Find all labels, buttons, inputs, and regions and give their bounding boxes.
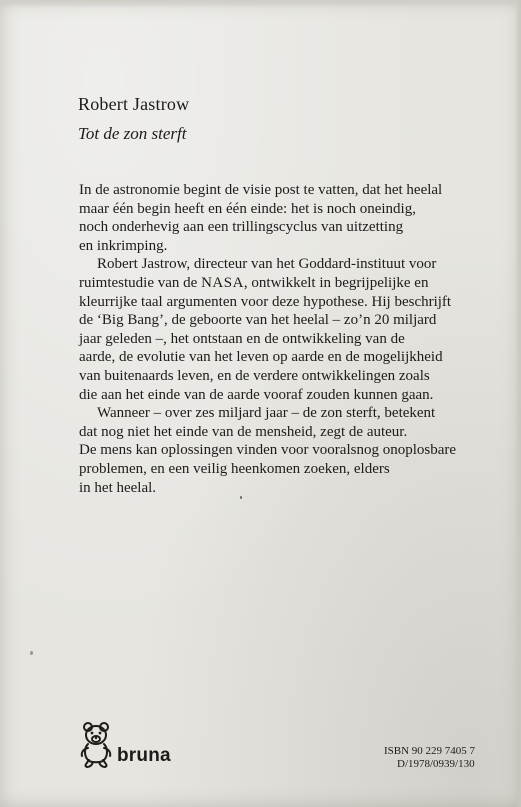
- blurb-paragraph-3: [79, 404, 484, 497]
- bruna-bear-icon: [79, 722, 115, 768]
- publisher-name: bruna: [117, 745, 171, 766]
- nasa-smallcaps: NASA: [201, 274, 244, 291]
- blurb-line: en inkrimping.: [79, 237, 168, 254]
- author-name: Robert Jastrow: [78, 94, 190, 114]
- blurb-line: maar één begin heeft en één einde: het is noch oneindig,: [79, 200, 416, 217]
- blurb-line: kleurrijke taal argumenten voor deze hypothese. Hij beschrijft: [79, 293, 452, 310]
- blurb-line: van buitenaards leven, en de verdere ontwikkelingen zoals: [79, 367, 430, 384]
- bruna-bear-icon-svg: [79, 722, 115, 768]
- cover-right-edge: [515, 0, 521, 807]
- blurb-line: De mens kan oplossingen vinden voor vooralsnog onoplosbare: [79, 442, 457, 459]
- blurb-fragment: , ontwikkelt in begrijpelijke en: [243, 274, 429, 291]
- blurb-line: Robert Jastrow, directeur van het Goddard-instituut voor: [97, 256, 437, 273]
- isbn-code: ISBN 90 229 7405 7: [384, 745, 476, 757]
- blurb-line: aarde, de evolutie van het leven op aarde en de mogelijkheid: [79, 349, 443, 366]
- blurb-line: de ‘Big Bang’, de geboorte van het heelal – zo’n 20 miljard: [79, 312, 437, 329]
- blurb-line: problemen, en een veilig heenkomen zoeken, elders: [79, 460, 390, 477]
- book-title: Tot de zon sterft: [78, 124, 187, 143]
- blurb-line: [79, 274, 484, 293]
- blurb-text: [79, 181, 484, 497]
- paper-speck: [240, 496, 242, 499]
- blurb-line: die aan het einde van de aarde vooraf zouden kunnen gaan.: [79, 386, 434, 403]
- paper-speck: [30, 651, 33, 655]
- blurb-line: in het heelal.: [79, 479, 157, 496]
- cover-top-edge: [0, 0, 521, 8]
- blurb-line: jaar geleden –, het ontstaan en de ontwikkeling van de: [79, 330, 405, 347]
- blurb-line: Wanneer – over zes miljard jaar – de zon sterft, betekent: [97, 405, 436, 422]
- blurb-line: noch onderhevig aan een trillingscyclus van uitzetting: [79, 219, 404, 236]
- blurb-line: dat nog niet het einde van de mensheid, zegt de auteur.: [79, 423, 408, 440]
- blurb-paragraph-2: [79, 255, 484, 404]
- depot-number: D/1978/0939/130: [397, 758, 475, 770]
- blurb-paragraph-1: [79, 181, 484, 255]
- blurb-line: In de astronomie begint de visie post te vatten, dat het heelal: [79, 182, 443, 198]
- blurb-fragment: ruimtestudie van de: [79, 274, 202, 291]
